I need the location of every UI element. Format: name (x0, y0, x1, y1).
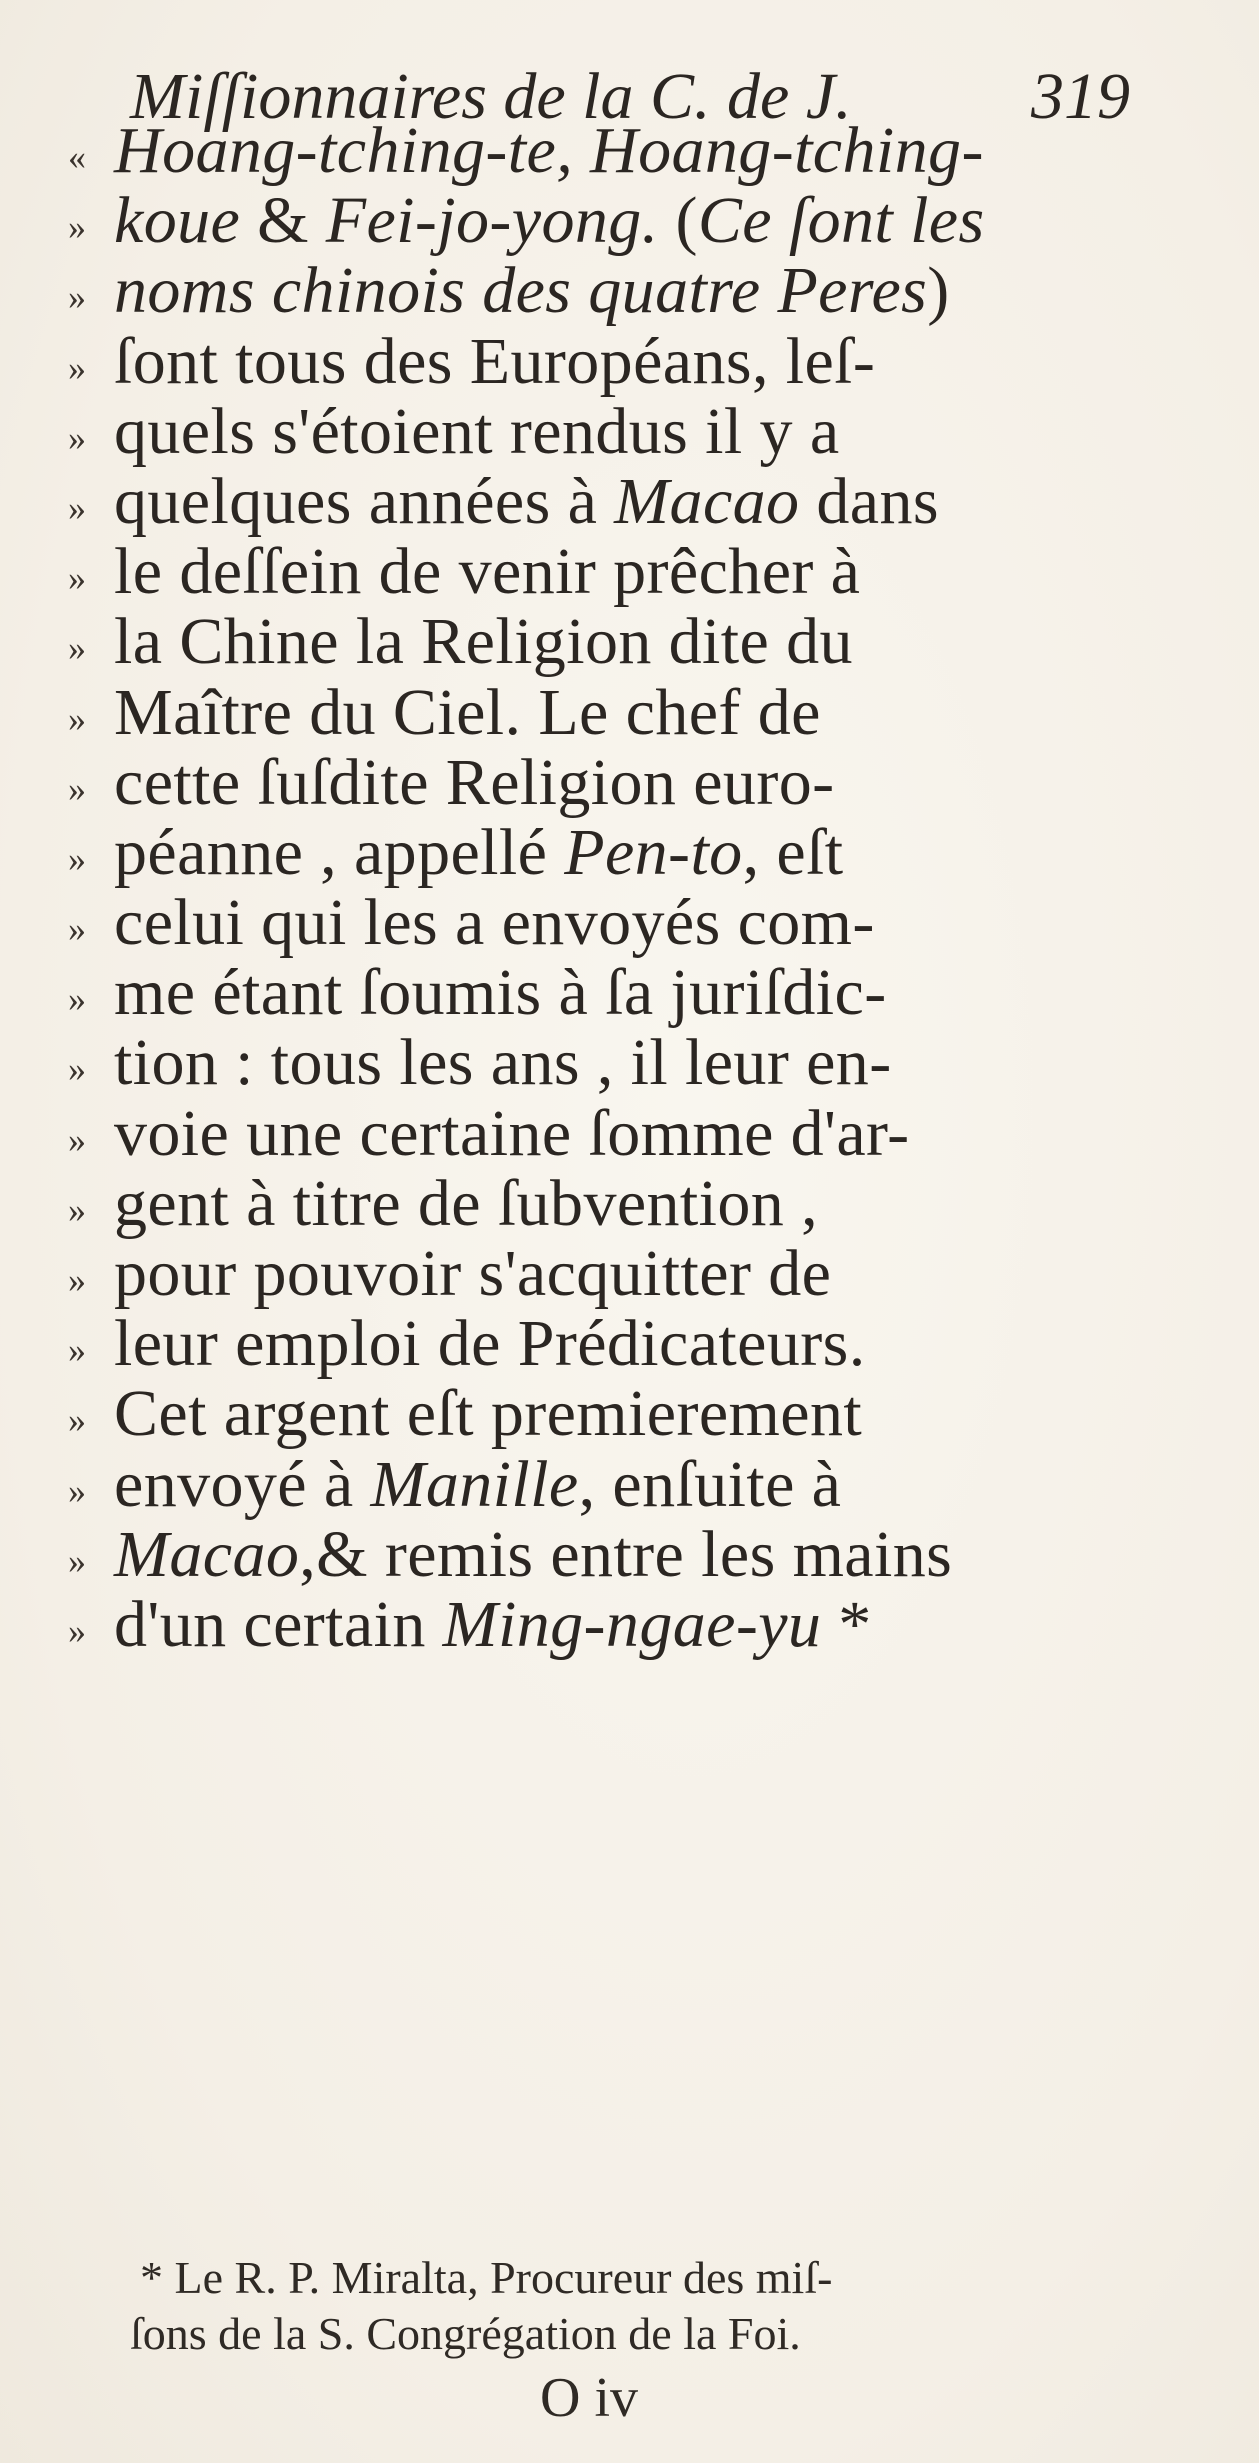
quote-marker: » (68, 347, 86, 388)
text-line (68, 1166, 1198, 1240)
text-line (68, 1517, 1198, 1591)
roman-segment: pour pouvoir s'acquitter de (114, 1237, 832, 1310)
quote-marker: » (68, 979, 86, 1020)
text-line (68, 1587, 1198, 1661)
quote-marker: » (68, 487, 86, 528)
line-text (114, 116, 984, 186)
quote-marker: « (68, 137, 86, 177)
roman-segment: dans (799, 464, 939, 538)
italic-segment: Macao (614, 464, 800, 538)
italic-segment: , (556, 114, 591, 187)
quote-marker: » (68, 1119, 86, 1160)
line-text (114, 1309, 866, 1379)
roman-segment: , enſuite à (578, 1447, 842, 1521)
roman-segment: ) (927, 254, 950, 328)
italic-segment: noms chinois des quatre Peres (114, 254, 928, 328)
line-text (114, 1096, 910, 1170)
text-line (68, 116, 1198, 186)
quote-marker: » (68, 277, 86, 318)
italic-segment: Manille (370, 1447, 579, 1521)
line-text (114, 958, 887, 1028)
text-line (68, 888, 1198, 958)
quote-marker: » (68, 1189, 86, 1230)
running-title: Miſſionnaires de la C. de J. (130, 60, 852, 133)
roman-segment: , eſt (742, 815, 844, 889)
italic-segment: Macao (114, 1517, 300, 1591)
roman-segment: péanne , appellé (114, 815, 565, 889)
roman-segment: voie une certaine ſomme d'ar- (114, 1096, 910, 1170)
text-line (68, 1239, 1198, 1309)
roman-segment: d'un certain (114, 1587, 443, 1661)
text-line (68, 537, 1198, 607)
italic-segment: Fei-jo-yong. (325, 184, 659, 258)
line-text (114, 607, 853, 677)
quote-marker: » (68, 1540, 86, 1581)
italic-segment: Hoang-tching- (590, 114, 984, 187)
quote-marker: » (68, 628, 86, 669)
roman-segment: celui qui les a envoyés com- (114, 886, 875, 960)
quote-marker: » (68, 207, 86, 248)
quote-marker: » (68, 1330, 86, 1371)
line-text (114, 256, 950, 326)
roman-segment: cette ſuſdite Religion euro- (114, 745, 835, 819)
body-text (68, 116, 1198, 1660)
quote-marker: » (68, 698, 86, 739)
line-text (114, 324, 876, 398)
roman-segment: ,& remis entre les mains (299, 1517, 953, 1591)
line-text (114, 1587, 872, 1661)
roman-segment: Cet argent eſt premierement (114, 1377, 863, 1451)
line-text (114, 1028, 892, 1098)
quote-marker: » (68, 768, 86, 809)
text-line (68, 1028, 1198, 1098)
roman-segment: leur emploi de Prédicateurs. (114, 1307, 866, 1381)
text-line (68, 1096, 1198, 1170)
footnote-line: ſons de la S. Congrégation de la Foi. (130, 2308, 801, 2359)
line-text (114, 815, 844, 889)
line-text (114, 1447, 842, 1521)
line-text (114, 186, 985, 256)
text-line (68, 186, 1198, 256)
italic-segment: Pen-to (564, 815, 743, 889)
text-line (68, 675, 1198, 749)
roman-segment: quelques années à (114, 464, 615, 538)
signature-mark: O iv (540, 2367, 638, 2429)
roman-segment: la Chine la Religion dite du (114, 605, 853, 679)
roman-segment: * (821, 1587, 872, 1661)
text-line (68, 1379, 1198, 1449)
roman-segment: me étant ſoumis à ſa juriſdic- (114, 956, 887, 1030)
line-text (114, 745, 835, 819)
italic-segment: koue (114, 184, 241, 258)
roman-segment: le deſſein de venir prêcher à (114, 535, 861, 609)
footnote (130, 2250, 1130, 2362)
roman-segment: gent à titre de ſubvention , (114, 1166, 819, 1240)
roman-segment: ſont tous des Européans, leſ- (114, 324, 876, 398)
text-line (68, 464, 1198, 538)
roman-segment: & (240, 184, 326, 258)
quote-marker: » (68, 1049, 86, 1090)
page-number: 319 (1031, 60, 1130, 133)
quote-marker: » (68, 417, 86, 458)
quote-marker: » (68, 1470, 86, 1511)
italic-segment: Ming-ngae-yu (442, 1587, 822, 1661)
line-text (114, 1379, 862, 1449)
quote-marker: » (68, 1610, 86, 1651)
line-text (114, 1166, 819, 1240)
line-text (114, 675, 821, 749)
text-line (68, 394, 1198, 468)
footnote-line: * Le R. P. Miralta, Procureur des miſ- (140, 2252, 833, 2303)
line-text (114, 464, 939, 538)
text-line (68, 745, 1198, 819)
text-line (68, 1447, 1198, 1521)
quote-marker: » (68, 1400, 86, 1441)
roman-segment: Maître du Ciel. Le chef de (114, 675, 821, 749)
quote-marker: » (68, 838, 86, 879)
quote-marker: » (68, 558, 86, 599)
roman-segment: ( (658, 184, 698, 258)
roman-segment: tion : tous les ans , il leur en- (114, 1026, 892, 1100)
italic-segment: Hoang-tching-te (114, 114, 557, 187)
text-line (68, 607, 1198, 677)
text-line (68, 958, 1198, 1028)
text-line (68, 815, 1198, 889)
roman-segment: envoyé à (114, 1447, 371, 1521)
text-line (68, 256, 1198, 326)
text-line (68, 324, 1198, 398)
quote-marker: » (68, 909, 86, 950)
line-text (114, 537, 860, 607)
text-line (68, 1309, 1198, 1379)
line-text (114, 1239, 831, 1309)
quote-marker: » (68, 1260, 86, 1300)
line-text (114, 1517, 953, 1591)
roman-segment: quels s'étoient rendus il y a (114, 394, 840, 468)
line-text (114, 394, 840, 468)
italic-segment: Ce ſont les (697, 184, 985, 258)
line-text (114, 888, 875, 958)
